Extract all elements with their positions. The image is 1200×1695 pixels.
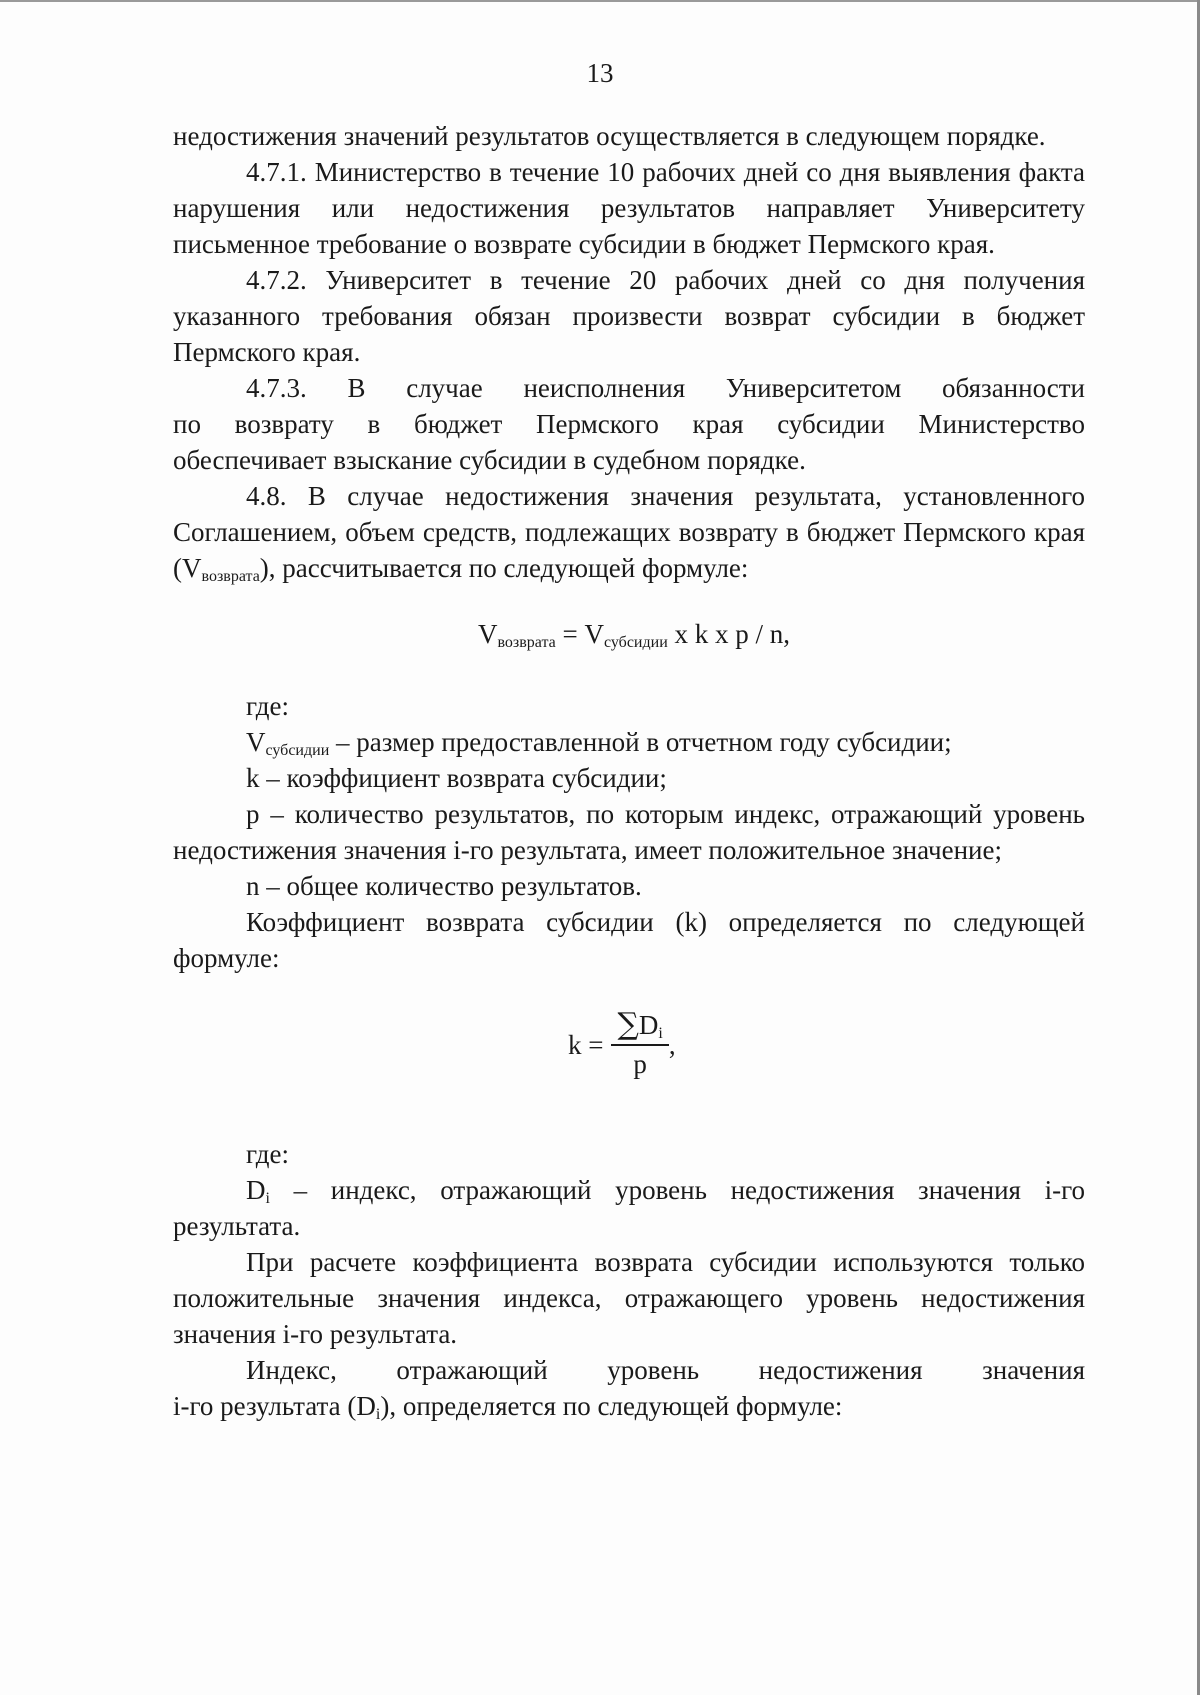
formula-return-volume [173,616,1085,652]
definition-d-text: – индекс, отражающий уровень недостижения значения i-го результата. [173,1175,1085,1241]
paragraph-positive-values: При расчете коэффициента возврата субсидии используются только положительные значения индекса, отражающего уровень недостижения значения i-го результата. [173,1247,1085,1349]
page-number: 13 [586,58,614,88]
formula-k-d: D [638,1010,659,1040]
definition-v-subsidii [173,724,1085,760]
paragraph-4-7-3-line-2: по возврату в бюджет Пермского края субсидии Министерство [173,409,1085,439]
formula-v: V [477,619,498,649]
formula-k-lhs: k = [568,1030,604,1060]
paragraph-4-7-2: 4.7.2. Университет в течение 20 рабочих дней со дня получения указанного требования обязан произвести возврат субсидии в бюджет Пермского края. [173,265,1085,367]
formula-rest: x k x p / n, [667,619,791,649]
formula-k-expression [568,1008,676,1082]
paragraph-4-7-3-line-3: обеспечивает взыскание субсидии в судебном порядке. [173,445,806,475]
paragraph-continuation: недостижения значений результатов осуществляется в следующем порядке. [173,121,1046,151]
definition-n: n – общее количество результатов. [246,871,642,901]
document-body [173,118,1085,1424]
definition-d-sub: i [265,1190,270,1207]
formula-k-fraction [611,1008,668,1082]
paragraph-4-7-1: 4.7.1. Министерство в течение 10 рабочих дней со дня выявления факта нарушения или недостижения результатов направляет Университету письменное требование о возврате субсидии в бюджет Пермского края. [173,157,1085,259]
paragraph-4-8-tail: ), рассчитывается по следующей формуле: [259,553,749,583]
formula-k-numerator [611,1008,668,1046]
paragraph-4-7-3 [173,370,1085,478]
index-intro-line-2 [173,1388,1085,1424]
formula-sub-vozvrata: возврата [497,634,556,651]
formula-k-comma: , [668,1030,676,1060]
index-intro-line-1: Индекс, отражающий уровень недостижения значения [246,1355,1085,1385]
where-label-2: где: [246,1139,289,1169]
paragraph-4-8 [173,478,1085,586]
formula-k-denominator: p [633,1049,647,1079]
sigma-symbol: ∑ [617,1007,639,1042]
formula-k-d-sub: i [658,1025,663,1042]
definition-d-i [173,1172,1085,1244]
definition-v-sub: субсидии [265,742,330,759]
index-intro-post: ), определяется по следующей формуле: [380,1391,843,1421]
formula-equals-v: = V [555,619,604,649]
definition-d-letter: D [246,1175,266,1205]
where-label-1: где: [246,691,289,721]
definition-v-text: – размер предоставленной в отчетном году субсидии; [329,727,952,757]
coefficient-intro: Коэффициент возврата субсидии (k) определяется по следующей формуле: [173,907,1085,973]
formula-sub-subsidii: субсидии [604,634,668,651]
paragraph-4-7-3-line-1: 4.7.3. В случае неисполнения Университетом обязанности [246,373,1085,403]
formula-coefficient-k [173,1004,1085,1088]
scan-edge-top [0,0,1200,2]
subscript-vozvrata: возврата [201,568,260,585]
index-intro-sub: i [375,1406,381,1423]
paragraph-index-intro [173,1352,1085,1424]
paragraph-4-8-text: 4.8. В случае недостижения значения результата, установленного Соглашением, объем средств, подлежащих возврату в бюджет Пермского края (V [173,481,1085,583]
index-intro-pre: i-го результата (D [173,1391,376,1421]
definition-k: k – коэффициент возврата субсидии; [246,763,667,793]
definition-v-letter: V [246,727,266,757]
definition-p: p – количество результатов, по которым индекс, отражающий уровень недостижения значения i-го результата, имеет положительное значение; [173,799,1085,865]
